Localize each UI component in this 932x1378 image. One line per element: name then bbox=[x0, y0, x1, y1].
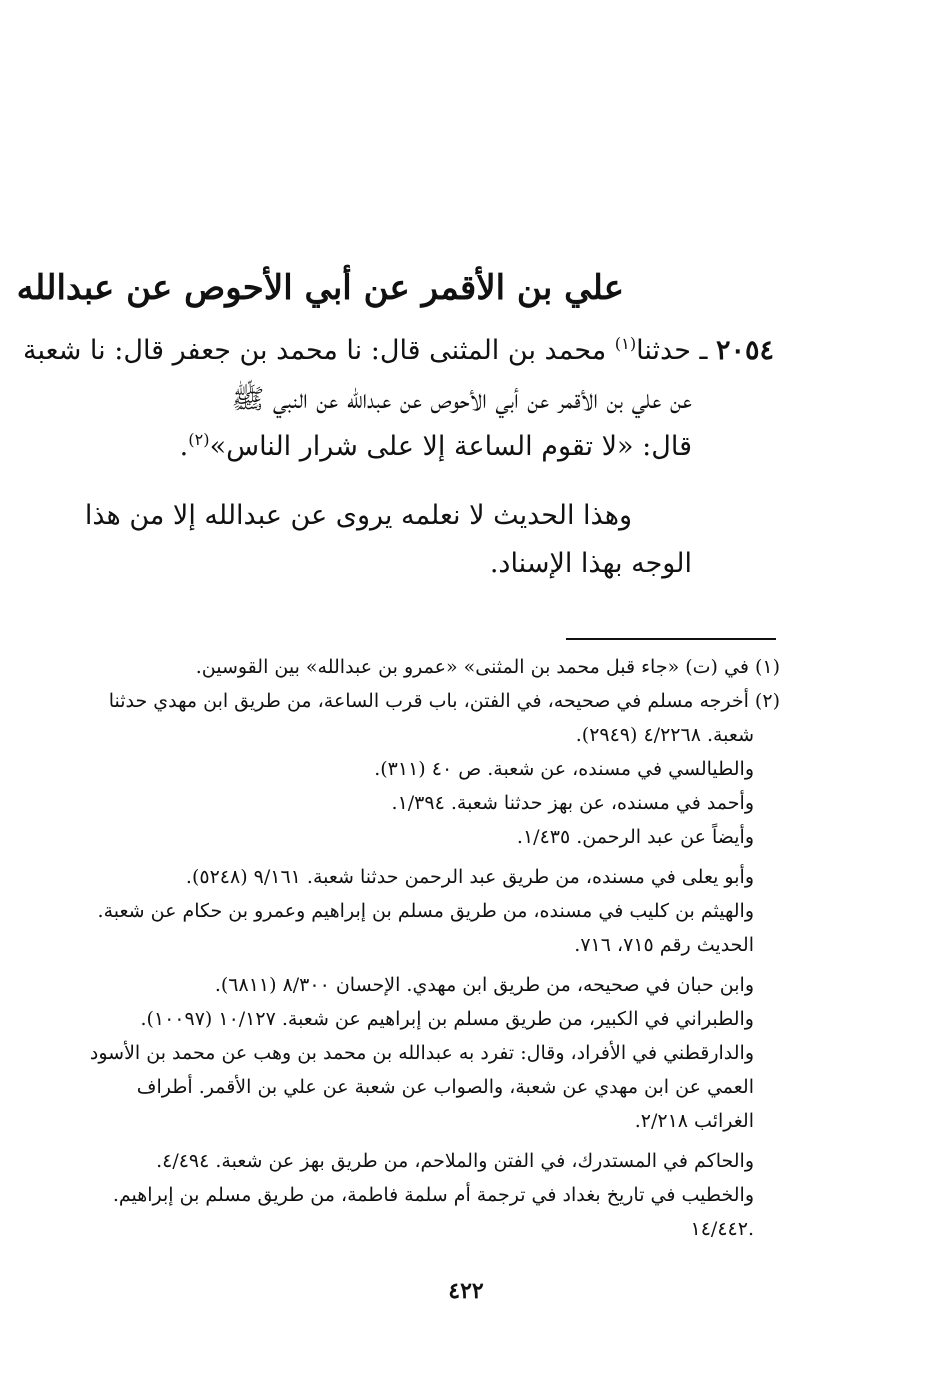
footnote-line: العمي عن ابن مهدي عن شعبة، والصواب عن شعبة عن علي بن الأقمر. أطراف bbox=[136, 1076, 754, 1098]
footnote-1: (١) في (ت) «جاء قبل محمد بن المثنى» «عمرو بن عبدالله» بين القوسين. bbox=[195, 656, 780, 678]
footnote-marker-2: (٢) bbox=[188, 430, 210, 449]
footnote-separator bbox=[566, 638, 776, 640]
footnote-line: الحديث رقم ٧١٥، ٧١٦. bbox=[574, 934, 754, 956]
chapter-title: علي بن الأقمر عن أبي الأحوص عن عبدالله bbox=[16, 268, 624, 308]
footnote-line: والحاكم في المستدرك، في الفتن والملاحم، من طريق بهز عن شعبة. ٤/٤٩٤. bbox=[156, 1150, 754, 1172]
footnote-line: وابن حبان في صحيحه، من طريق ابن مهدي. الإحسان ٨/٣٠٠ (٦٨١١). bbox=[214, 974, 754, 996]
footnote-line: الغرائب ٢/٢١٨. bbox=[634, 1110, 754, 1132]
footnote-line: والخطيب في تاريخ بغداد في ترجمة أم سلمة فاطمة، من طريق مسلم بن إبراهيم. bbox=[112, 1184, 754, 1206]
footnote-line: ١٤/٤٤٢. bbox=[690, 1218, 754, 1240]
footnote-2: (٢) أخرجه مسلم في صحيحه، في الفتن، باب قرب الساعة، من طريق ابن مهدي حدثنا bbox=[108, 690, 780, 712]
page-number: ٤٢٢ bbox=[448, 1278, 484, 1304]
hadith-line-3: قال: «لا تقوم الساعة إلا على شرار الناس»$^{(٢)}$. bbox=[179, 430, 692, 462]
footnote-line: وأبو يعلى في مسنده، من طريق عبد الرحمن حدثنا شعبة. ٩/١٦١ (٥٢٤٨). bbox=[185, 866, 754, 888]
comment-line-1: وهذا الحديث لا نعلمه يروى عن عبدالله إلا من هذا bbox=[84, 500, 632, 531]
hadith-number: ٢٠٥٤ bbox=[715, 335, 774, 366]
footnote-line: شعبة. ٤/٢٢٦٨ (٢٩٤٩). bbox=[575, 724, 754, 746]
footnote-line: والطيالسي في مسنده، عن شعبة. ص ٤٠ (٣١١). bbox=[374, 758, 754, 780]
hadith-line-2: عن علي بن الأقمر عن أبي الأحوص عن عبدالله عن النبي ﷺ bbox=[231, 384, 692, 415]
footnote-marker-1: (١) bbox=[614, 334, 637, 353]
footnote-line: وأيضاً عن عبد الرحمن. ١/٤٣٥. bbox=[516, 826, 754, 848]
comment-line-2: الوجه بهذا الإسناد. bbox=[489, 548, 692, 579]
footnote-line: وأحمد في مسنده، عن بهز حدثنا شعبة. ١/٣٩٤. bbox=[391, 792, 754, 814]
footnote-line: والدارقطني في الأفراد، وقال: تفرد به عبدالله بن محمد بن وهب عن محمد بن الأسود bbox=[89, 1042, 754, 1064]
hadith-line-1: ٢٠٥٤ ـ حدثنا$^{(١)}$ محمد بن المثنى قال: نا محمد بن جعفر قال: نا شعبة bbox=[23, 334, 774, 366]
footnote-line: والهيثم بن كليب في مسنده، من طريق مسلم بن إبراهيم وعمرو بن حكام عن شعبة. bbox=[97, 900, 754, 922]
footnote-line: والطبراني في الكبير، من طريق مسلم بن إبراهيم عن شعبة. ١٠/١٢٧ (١٠٠٩٧). bbox=[140, 1008, 754, 1030]
